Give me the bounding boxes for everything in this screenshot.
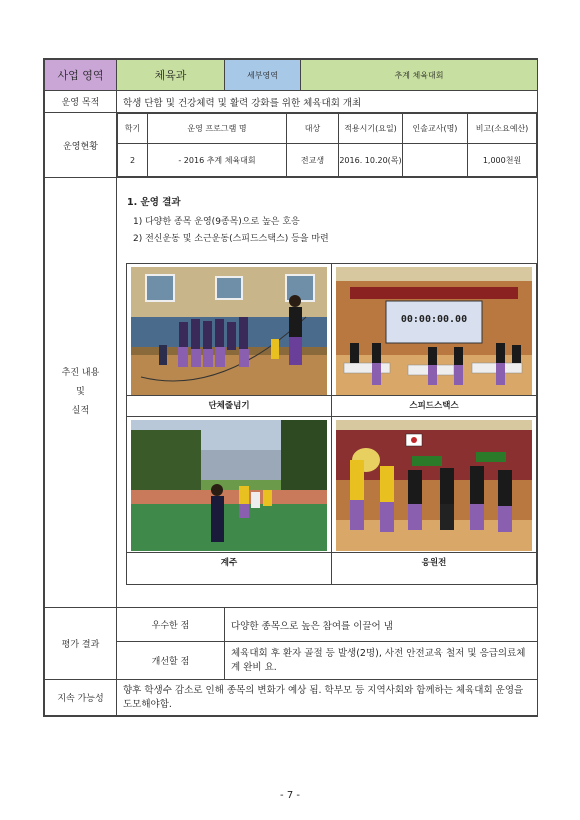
- result-item: 1) 다양한 종목 운영(9종목)으로 높은 호응: [133, 217, 300, 227]
- good-text: 다양한 종목으로 높은 참여를 이끌어 냄: [225, 608, 538, 642]
- photo-caption: 단체줄넘기: [127, 395, 331, 416]
- status-cell: 2016. 10.20(목): [339, 144, 403, 177]
- sustainability-row: [45, 680, 538, 716]
- report-sheet: [43, 58, 538, 717]
- status-cell: 2: [118, 144, 148, 177]
- group-jump-rope-photo: [131, 267, 327, 395]
- speed-stacks-photo: [336, 267, 532, 395]
- result-title: 1. 운영 결과: [127, 197, 181, 208]
- status-col-header: 인솔교사(명): [403, 114, 468, 144]
- detail-value: 추계 체육대회: [301, 60, 538, 90]
- report-table: [44, 59, 538, 716]
- status-row: [45, 113, 538, 178]
- status-col-header: 대상: [287, 114, 339, 144]
- header-row: [45, 60, 538, 91]
- improve-text: 체육대회 후 환자 골절 등 발생(2명), 사전 안전교육 철저 및 응급의료체계 완비 요.: [225, 642, 538, 680]
- status-cell: 전교생: [287, 144, 339, 177]
- detail-label: 세부영역: [225, 60, 301, 90]
- status-cell: - 2016 추계 체육대회: [148, 144, 287, 177]
- photo-caption: 응원전: [332, 552, 536, 573]
- status-cell: [403, 144, 468, 177]
- status-cell: 1,000천원: [468, 144, 537, 177]
- status-col-header: 학기: [118, 114, 148, 144]
- progress-content: [117, 178, 537, 606]
- area-value: 체육과: [117, 60, 225, 91]
- cheering-photo: [336, 420, 532, 551]
- photo-caption: 계주: [127, 552, 331, 573]
- purpose-row: [45, 91, 538, 113]
- status-label: 운영현황: [45, 113, 117, 178]
- progress-row: [45, 178, 538, 608]
- relay-race-photo: [131, 420, 327, 551]
- status-col-header: 적용시기(요일): [339, 114, 403, 144]
- status-col-header: 비고(소요예산): [468, 114, 537, 144]
- evaluation-good-row: [45, 608, 538, 642]
- evaluation-label: 평가 결과: [45, 608, 117, 680]
- timer-display: 00:00:00.00: [400, 314, 468, 325]
- area-label: 사업 영역: [45, 60, 117, 91]
- progress-label: 추진 내용 및 실적: [45, 178, 117, 608]
- improve-label: 개선할 점: [117, 642, 225, 680]
- sustainability-text: 향후 학생수 감소로 인해 종목의 변화가 예상 됨. 학부모 등 지역사회와 함께하는 체육대회 운영을 도모해야함.: [117, 680, 538, 716]
- sustainability-label: 지속 가능성: [45, 680, 117, 716]
- photo-grid: [126, 263, 537, 585]
- status-header-row: [118, 114, 537, 144]
- purpose-label: 운영 목적: [45, 91, 117, 113]
- purpose-text: 학생 단합 및 건강체력 및 활력 강화를 위한 체육대회 개최: [117, 91, 538, 113]
- evaluation-improve-row: [45, 642, 538, 680]
- status-table: [117, 113, 537, 177]
- status-data-row: [118, 144, 537, 177]
- status-col-header: 운영 프로그램 명: [148, 114, 287, 144]
- page-number: - 7 -: [280, 790, 300, 801]
- photo-caption: 스피드스택스: [332, 395, 536, 416]
- good-label: 우수한 점: [117, 608, 225, 642]
- result-item: 2) 전신운동 및 소근운동(스피드스택스) 등을 마련: [133, 234, 329, 244]
